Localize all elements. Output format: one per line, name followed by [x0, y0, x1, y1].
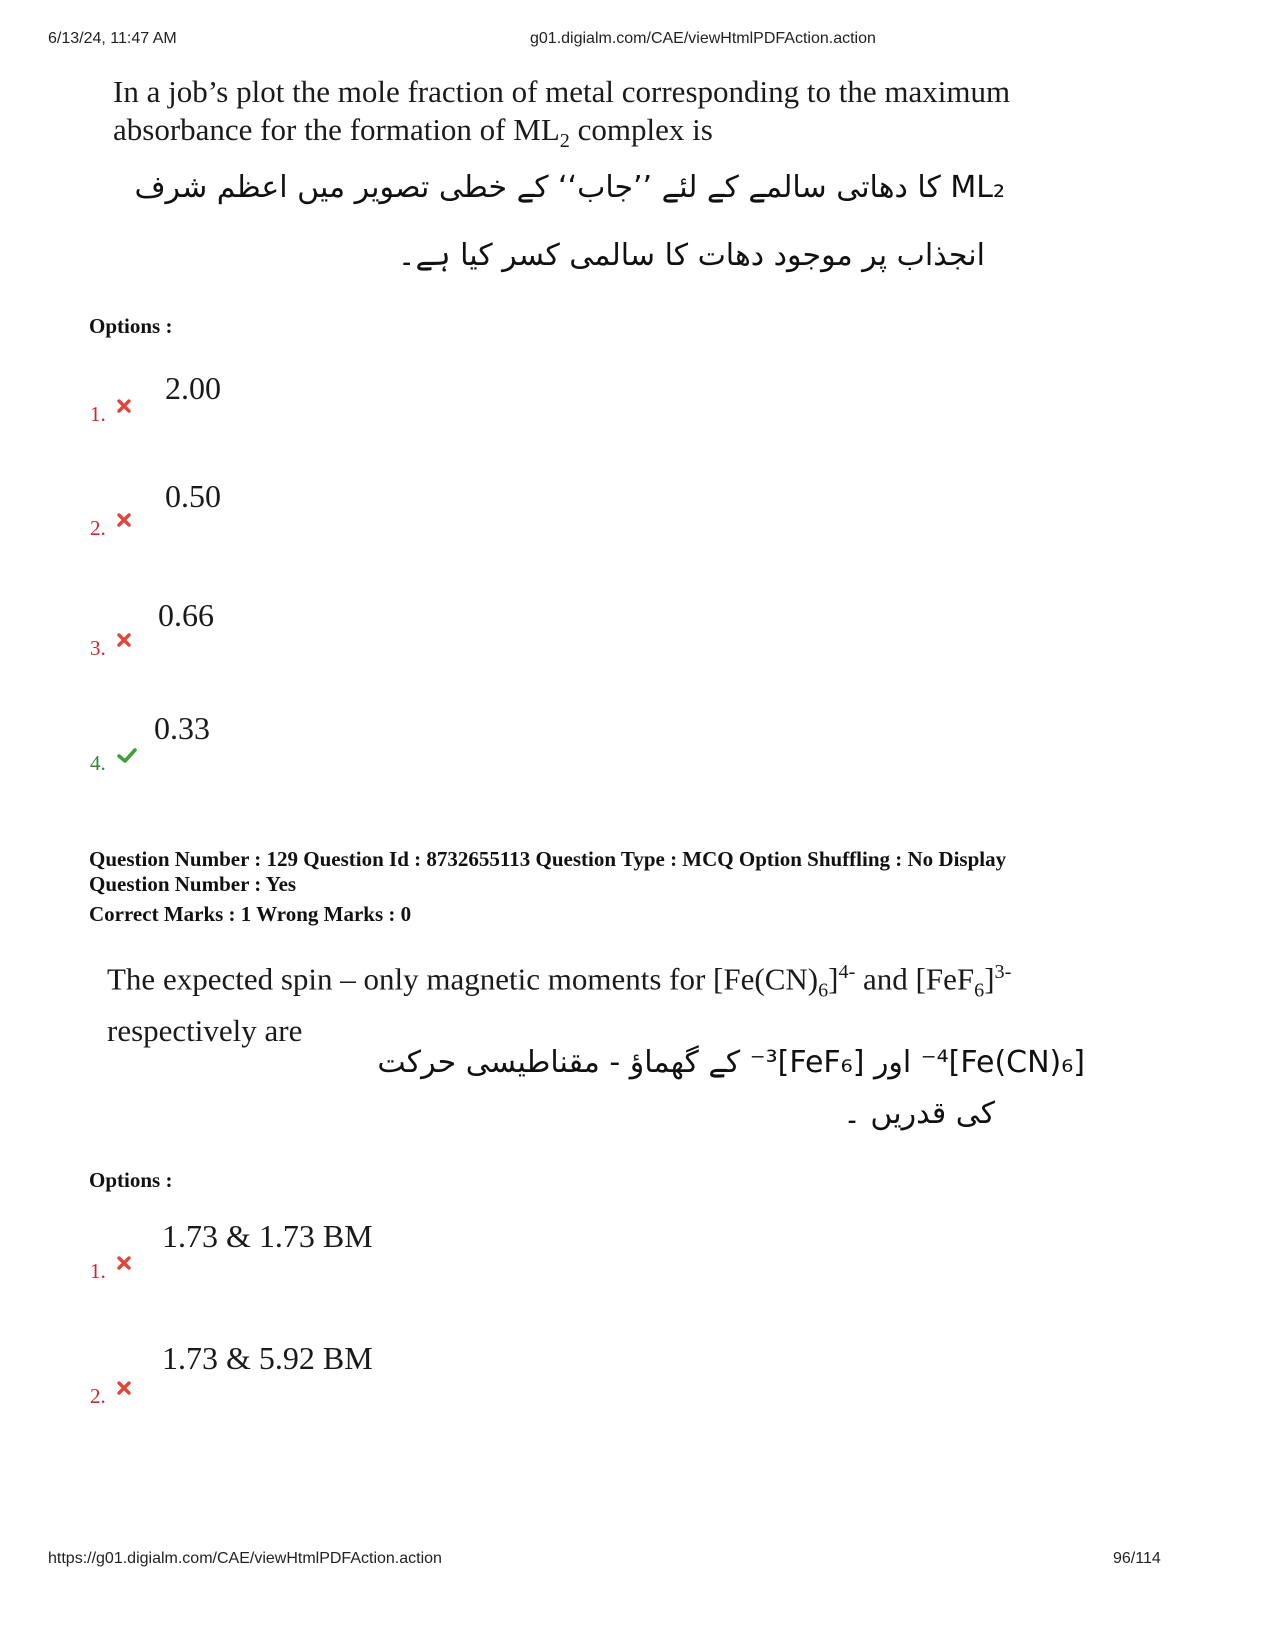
print-datetime: 6/13/24, 11:47 AM: [48, 30, 177, 47]
q129-text-line1: The expected spin – only magnetic moments for $[Fe(CN)_6]^{4-}$ and $[FeF_6]^{3-}$: [107, 961, 1012, 1002]
q128-option-4-value: 0.33: [154, 710, 210, 746]
q129-question: [107, 952, 1011, 1051]
q128-urdu-line2: انجذاب پر موجود دھات کا سالمی کسر کیا ہے۔: [397, 238, 985, 273]
q129-urdu-line2: کی قدریں ۔: [843, 1096, 995, 1131]
q129-meta: [89, 847, 1006, 897]
q129-urdu-line1: [Fe(CN)₆]⁴⁻ اور [FeF₆]³⁻ کے گھماؤ - مقناطیسی حرکت: [377, 1045, 1085, 1080]
print-footer-url: https://g01.digialm.com/CAE/viewHtmlPDFAction.action: [48, 1550, 442, 1567]
q128-option-1: 1.: [90, 402, 131, 427]
cross-icon: [117, 1256, 131, 1270]
page-number: 96/114: [1113, 1550, 1161, 1567]
q128-question: [113, 73, 1010, 160]
q128-text-line2: absorbance for the formation of $ML_2$ complex is: [113, 112, 713, 153]
q129-text-line2: respectively are: [107, 1012, 303, 1048]
q128-options-label: Options :: [89, 314, 173, 338]
q129-option-1: 1.: [90, 1259, 131, 1284]
q128-option-2-value: 0.50: [165, 478, 221, 514]
check-icon: [117, 748, 137, 764]
q129-options-label: Options :: [89, 1168, 173, 1192]
cross-icon: [117, 399, 131, 413]
q128-option-4: 4.: [90, 751, 137, 776]
cross-icon: [117, 633, 131, 647]
q128-urdu-line1: ML₂ کا دھاتی سالمے کے لئے ’’جاب‘‘ کے خطی تصویر میں اعظم شرف: [134, 170, 1005, 205]
q128-option-3-value: 0.66: [158, 597, 214, 633]
q129-meta-line2: Question Number : Yes: [89, 872, 297, 896]
cross-icon: [117, 513, 131, 527]
q129-option-2-value: 1.73 & 5.92 BM: [162, 1340, 373, 1376]
print-url: g01.digialm.com/CAE/viewHtmlPDFAction.action: [530, 30, 876, 47]
q128-option-2: 2.: [90, 516, 131, 541]
q128-option-1-value: 2.00: [165, 370, 221, 406]
q128-text-line1: In a job’s plot the mole fraction of metal corresponding to the maximum: [113, 74, 1011, 109]
q128-option-3: 3.: [90, 636, 131, 661]
q129-option-1-value: 1.73 & 1.73 BM: [162, 1218, 373, 1254]
q129-option-2: 2.: [90, 1384, 131, 1409]
q129-meta-line1: Question Number : 129 Question Id : 8732655113 Question Type : MCQ Option Shuffling : No Display: [89, 847, 1007, 871]
cross-icon: [117, 1381, 131, 1395]
q129-marks: Correct Marks : 1 Wrong Marks : 0: [89, 902, 412, 926]
